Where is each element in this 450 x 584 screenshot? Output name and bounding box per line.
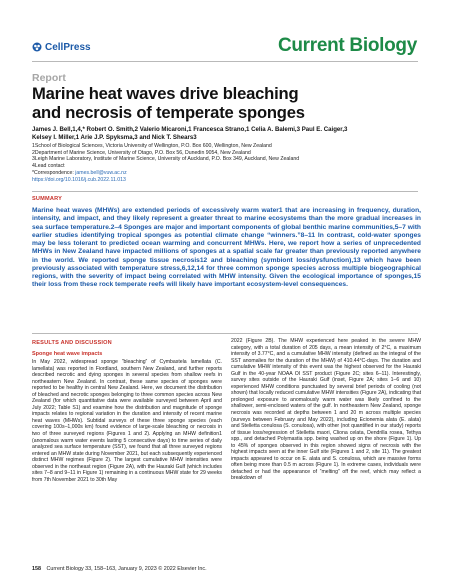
cellpress-logo	[32, 40, 91, 54]
results-subheading: Sponge heat wave impacts	[32, 351, 103, 357]
results-paragraph-1: In May 2022, widespread sponge “bleaching” of Cymbastela lamellata (C. lamellata) was reported in Fiordland, southern New Zealand, and further reports described necrotic and dying sponges in several species from shallow reefs in northeastern New Zealand. In contrast, these same species of sponges were reported to be healthy in central New Zealand. Here, we document the distribution of bleached and necrotic sponges belonging to three common species across New Zealand (for which quantitative data were available surveyed between April and July 2022; Table S1) and examine how the distribution and magnitude of sponge impacts relates to regional variation in the duration and intensity of recent marine heat waves (MHWs). Subtidal surveys of these three sponge species (each covering 100s–1,000s km) found evidence of large-scale bleaching or necrosis in two of three surveyed regions (Figures 1 and 2). Applying an MHW definition1 (anomalous warm water events lasting 5 consecutive days) to time series of daily analyzed sea surface temperature (SST), we found that all three surveyed regions entered an MHW state during November 2021, but each subsequently experienced distinct MHW regimes (Figure 2). The largest cumulative MHW intensities were observed in the northeast region (Figure 2A), with the Hauraki Gulf (which includes sites 7–8 and 9–11 in Figure 1) remaining in a continuous MHW state for 29 weeks from 7th November 2021 to 30th May	[32, 359, 222, 483]
correspondence-label: *Correspondence:	[32, 169, 76, 176]
results-left-column	[32, 359, 222, 483]
results-right-column	[231, 338, 421, 482]
authors-line-2: Kelsey I. Miller,1 Arie J.P. Spyksma,3 and Nick T. Shears3	[32, 133, 197, 141]
doi-link[interactable]: https://doi.org/10.1016/j.cub.2022.11.013	[32, 176, 126, 183]
journal-name: Current Biology	[277, 35, 417, 56]
summary-heading: SUMMARY	[32, 196, 63, 202]
title-line-1: Marine heat waves drive bleaching	[32, 84, 299, 103]
authors-line-1: James J. Bell,1,4,* Robert O. Smith,2 Valerio Micaroni,1 Francesca Strano,1 Celia A. Balemi,3 Paul E. Caiger,3	[32, 126, 348, 133]
results-heading: RESULTS AND DISCUSSION	[32, 340, 112, 346]
publisher-name: CellPress	[45, 41, 91, 53]
affiliation-3: 3Leigh Marine Laboratory, Institute of Marine Science, University of Auckland, P.O. Box 349, Auckland, New Zealand	[32, 156, 300, 163]
affiliations	[32, 143, 422, 183]
article-title	[32, 85, 305, 122]
title-line-2: and necrosis of temperate sponges	[32, 102, 305, 122]
results-paragraph-2: 2022 (Figure 2B). The MHW experienced here peaked in the severe MHW category, with a total duration of 205 days, a mean intensity of 2°C, a maximum intensity of 3.77°C, and a cumulative MHW intensity (defined as the integral of the SST anomalies for the duration of the MHW) of 410.44°C-days. The duration and cumulative MHW intensity of this event was the highest observed for the Hauraki Gulf in the 40-year NOAA OI SST product (Figure 2C; sites 6–11). Interestingly, survey sites outside of the Hauraki Gulf (inset, Figure 2A; sites 1–6 and 10) experienced MHW conditions punctuated by several brief periods of cooling (not shown) that locally reduced cumulative MHW intensities (Figure 2A), indicating that prolonged exposure to anomalously warm water was likely confined to the shallower, semi-enclosed waters of the gulf. In northeastern New Zealand, sponge necrosis was recorded at depths between 1 and 20 m across multiple species (surveys between February and May 2022), including Ecionemia alata (E. alata) and Stelletta conulosa (S. conulosa), with other (not quantified in our study) reports of tissue loss/regression of Stelletta maori, Cliona celata, Dendrilla rosea, Tethya spp., and detached Polymastia spp. being washed up on the shore (Figure 1). Up to 45% of sponges observed in this region showed signs of necrosis with the highest impacts seen at the inner Gulf site (Figures 1 and 2, site 11). The greatest impacts appeared to occur on E. alata and S. conulosa, which are massive forms often being more than 0.5 m across (Figure 1). In extreme cases, individuals were detached or had the appearance of “melting” off the reef, which may reflect a breakdown of	[231, 338, 421, 482]
summary-divider	[32, 191, 418, 192]
page-footer	[32, 566, 207, 572]
author-list	[32, 126, 422, 141]
results-divider	[32, 333, 418, 334]
page-number: 158	[32, 566, 41, 572]
correspondence	[32, 170, 422, 177]
journal-citation: Current Biology 33, 158–163, January 9, 2023 © 2022 Elsevier Inc.	[46, 566, 207, 572]
correspondence-email-link[interactable]: james.bell@vuw.ac.nz	[75, 169, 127, 176]
affiliation-2: 2Department of Marine Science, University of Otago, P.O. Box 56, Dunedin 9054, New Zealand	[32, 149, 251, 156]
summary-text: Marine heat waves (MHWs) are extended periods of excessively warm water1 that are increasing in frequency, duration, intensity, and impact, and they likely represent a greater threat to marine ecosystems than the more gradual increases in sea surface temperature.2–4 Sponges are major and important components of global benthic marine communities,5–7 with earlier studies identifying tropical sponges as potential climate change “winners.”8–11 In contrast, cold-water sponges may be less tolerant to predicted ocean warming and concurrent MHWs. Here, we report how a series of unprecedented MHWs in New Zealand have impacted millions of sponges at a spatial scale far greater than previously reported anywhere in the world. We reported sponge tissue necrosis12 and bleaching (symbiont loss/dysfunction),13 which have been previously associated with temperature stress,6,12,14 for three common sponge species across multiple biogeographical regions, with the severity of impact being correlated with MHW intensity. Given the ecological importance of sponges,15 their loss from these rock temperate reefs will likely have important ecosystem-level consequences.	[32, 207, 421, 289]
affiliation-1: 1School of Biological Sciences, Victoria University of Wellington, P.O. Box 600, Wellington, New Zealand	[32, 143, 272, 149]
article-type: Report	[32, 72, 66, 84]
affiliation-4: 4Lead contact	[32, 163, 65, 170]
header-divider	[32, 61, 418, 62]
cellpress-logo-icon	[32, 42, 42, 52]
